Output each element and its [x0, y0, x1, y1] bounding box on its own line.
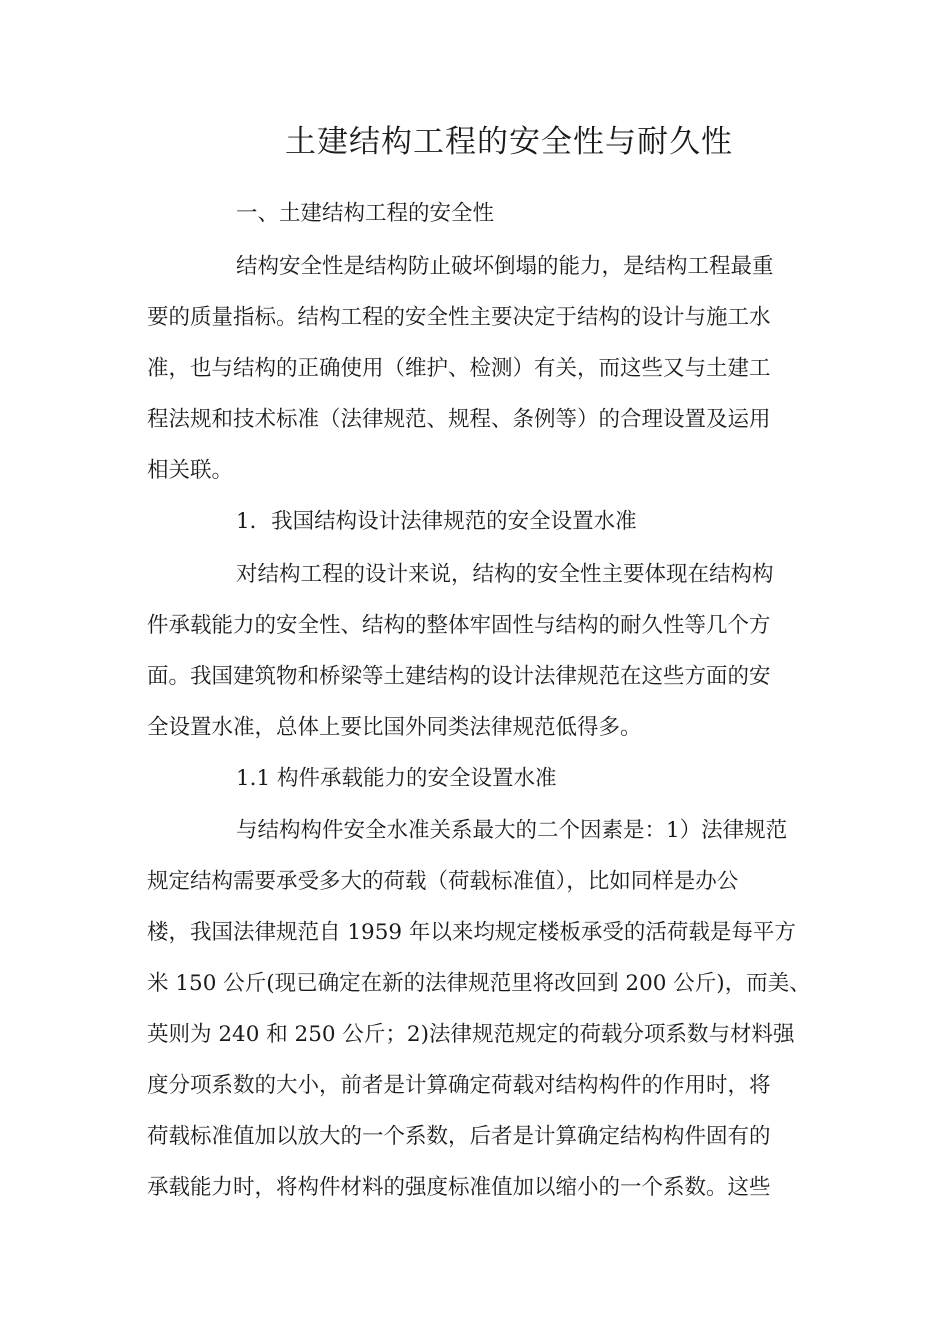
paragraph-line: 楼，我国法律规范自 1959 年以来均规定楼板承受的活荷载是每平方	[147, 920, 796, 945]
paragraph-line: 荷载标准值加以放大的一个系数，后者是计算确定结构构件固有的	[147, 1124, 771, 1149]
paragraph-line: 承载能力时，将构件材料的强度标准值加以缩小的一个系数。这些	[147, 1175, 771, 1200]
paragraph-line: 结构安全性是结构防止破坏倒塌的能力，是结构工程最重	[236, 254, 774, 279]
paragraph-line: 度分项系数的大小，前者是计算确定荷载对结构构件的作用时，将	[147, 1073, 771, 1098]
paragraph-line: 对结构工程的设计来说，结构的安全性主要体现在结构构	[236, 562, 774, 587]
paragraph-line: 件承载能力的安全性、结构的整体牢固性与结构的耐久性等几个方	[147, 613, 771, 638]
paragraph-line: 程法规和技术标准（法律规范、规程、条例等）的合理设置及运用	[147, 407, 771, 432]
paragraph-line: 要的质量指标。结构工程的安全性主要决定于结构的设计与施工水	[147, 305, 771, 330]
paragraph-line: 规定结构需要承受多大的荷载（荷载标准值），比如同样是办公	[147, 869, 739, 894]
paragraph-line: 与结构构件安全水准关系最大的二个因素是：1）法律规范	[236, 818, 788, 843]
paragraph-line: 英则为 240 和 250 公斤；2)法律规范规定的荷载分项系数与材料强	[147, 1022, 795, 1047]
section-heading: 一、土建结构工程的安全性	[236, 201, 495, 226]
paragraph-line: 准，也与结构的正确使用（维护、检测）有关，而这些又与土建工	[147, 356, 771, 381]
paragraph-line: 面。我国建筑物和桥梁等土建结构的设计法律规范在这些方面的安	[147, 664, 771, 689]
paragraph-line: 全设置水准，总体上要比国外同类法律规范低得多。	[147, 715, 642, 740]
subsection-heading: 1.1 构件承载能力的安全设置水准	[236, 766, 557, 791]
document-title: 土建结构工程的安全性与耐久性	[285, 124, 733, 160]
paragraph-line: 相关联。	[147, 458, 234, 483]
subsection-heading: 1．我国结构设计法律规范的安全设置水准	[236, 509, 637, 534]
paragraph-line: 米 150 公斤(现已确定在新的法律规范里将改回到 200 公斤)，而美、	[147, 971, 811, 996]
